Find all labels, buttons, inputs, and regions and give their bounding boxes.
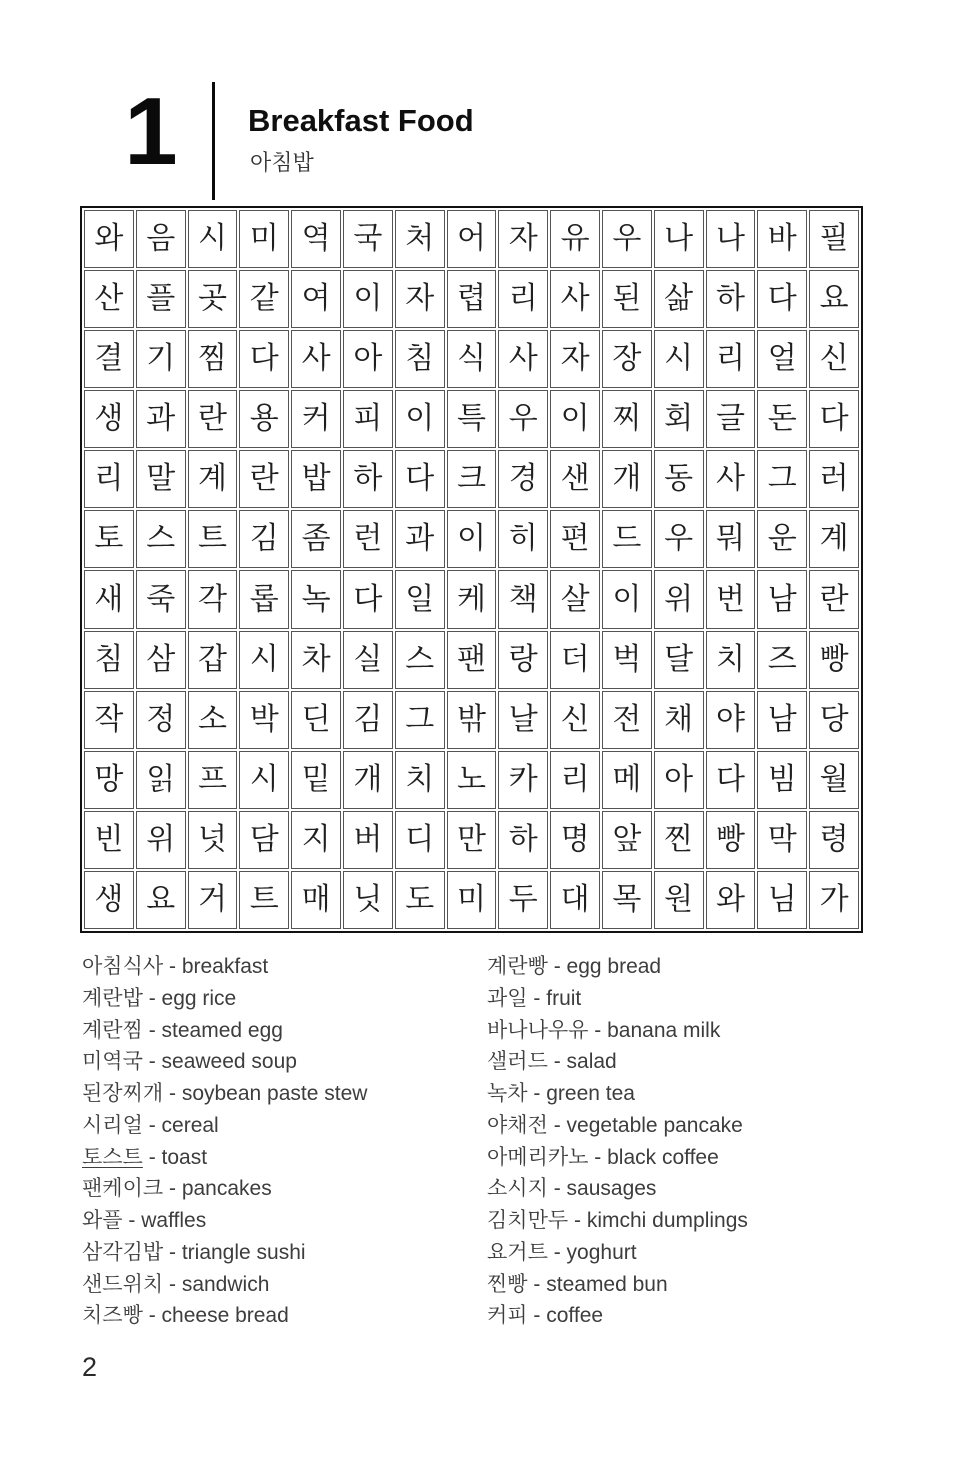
english-translation: steamed bun (546, 1272, 668, 1296)
grid-cell: 밖 (447, 691, 497, 749)
grid-cell: 카 (498, 751, 548, 809)
english-translation: breakfast (181, 955, 269, 978)
page-subtitle-korean: 아침밥 (250, 150, 314, 175)
grid-cell: 편 (550, 510, 600, 568)
korean-word: 바나나우유 (487, 1018, 589, 1042)
separator-dash: - (163, 1082, 182, 1105)
separator-dash: - (163, 1272, 182, 1296)
grid-cell: 산 (84, 270, 134, 328)
grid-cell: 그 (395, 691, 445, 749)
grid-cell: 트 (239, 871, 289, 929)
chapter-number: 1 (124, 78, 176, 185)
word-list-entry (82, 983, 482, 1015)
grid-cell: 망 (84, 751, 134, 809)
grid-cell: 다 (706, 751, 756, 809)
grid-cell: 와 (84, 210, 134, 268)
grid-cell: 렵 (447, 270, 497, 328)
korean-word: 샌드위치 (82, 1272, 164, 1296)
word-list-entry (487, 1110, 907, 1142)
separator-dash: - (163, 1177, 182, 1201)
word-list-left (82, 951, 482, 1332)
grid-cell: 하 (706, 270, 756, 328)
grid-cell: 시 (239, 751, 289, 809)
english-translation: coffee (546, 1304, 604, 1328)
korean-word: 아침식사 (82, 955, 164, 978)
grid-cell: 지 (291, 811, 341, 869)
grid-cell: 계 (188, 450, 238, 508)
separator-dash: - (142, 1304, 162, 1328)
grid-cell: 리 (706, 330, 756, 388)
grid-row (84, 270, 859, 328)
grid-row (84, 510, 859, 568)
grid-cell: 밥 (291, 450, 341, 508)
grid-cell: 자 (550, 330, 600, 388)
grid-cell: 신 (550, 691, 600, 749)
grid-cell: 닛 (343, 871, 393, 929)
word-list-entry (487, 1237, 907, 1269)
grid-cell: 우 (602, 210, 652, 268)
grid-cell: 란 (809, 570, 859, 628)
grid-cell: 신 (809, 330, 859, 388)
grid-cell: 자 (498, 210, 548, 268)
grid-cell: 나 (654, 210, 704, 268)
grid-cell: 거 (188, 871, 238, 929)
grid-cell: 날 (498, 691, 548, 749)
korean-word: 삼각김밥 (82, 1240, 164, 1264)
grid-row (84, 751, 859, 809)
grid-cell: 히 (498, 510, 548, 568)
english-translation: seaweed soup (161, 1050, 297, 1074)
grid-cell: 빵 (706, 811, 756, 869)
word-list-entry (487, 1078, 907, 1110)
word-list-entry (487, 1046, 907, 1078)
word-list-entry (82, 1110, 482, 1142)
grid-cell: 경 (498, 450, 548, 508)
grid-cell: 삶 (654, 270, 704, 328)
word-list-entry (82, 1046, 482, 1078)
grid-cell: 삼 (136, 631, 186, 689)
grid-cell: 월 (809, 751, 859, 809)
word-list-entry (82, 1205, 482, 1237)
grid-cell: 동 (654, 450, 704, 508)
grid-cell: 바 (757, 210, 807, 268)
grid-cell: 만 (447, 811, 497, 869)
grid-cell: 침 (395, 330, 445, 388)
grid-cell: 위 (654, 570, 704, 628)
grid-cell: 차 (291, 631, 341, 689)
grid-cell: 남 (757, 691, 807, 749)
grid-cell: 다 (343, 570, 393, 628)
grid-cell: 크 (447, 450, 497, 508)
grid-cell: 필 (809, 210, 859, 268)
english-translation: yoghurt (566, 1240, 637, 1264)
grid-cell: 어 (447, 210, 497, 268)
grid-cell: 담 (239, 811, 289, 869)
grid-cell: 유 (550, 210, 600, 268)
grid-cell: 사 (498, 330, 548, 388)
english-translation: steamed egg (161, 1018, 283, 1042)
grid-cell: 장 (602, 330, 652, 388)
grid-cell: 당 (809, 691, 859, 749)
grid-cell: 남 (757, 570, 807, 628)
english-translation: soybean paste stew (181, 1082, 368, 1105)
grid-cell: 기 (136, 330, 186, 388)
grid-cell: 나 (706, 210, 756, 268)
grid-cell: 미 (447, 871, 497, 929)
grid-cell: 이 (550, 390, 600, 448)
korean-word: 치즈빵 (82, 1304, 143, 1328)
grid-cell: 리 (84, 450, 134, 508)
grid-cell: 과 (395, 510, 445, 568)
separator-dash: - (163, 955, 182, 978)
grid-cell: 아 (343, 330, 393, 388)
korean-word: 시리얼 (82, 1113, 143, 1137)
grid-cell: 다 (757, 270, 807, 328)
word-list-entry (487, 1142, 907, 1174)
grid-cell: 역 (291, 210, 341, 268)
grid-cell: 뭐 (706, 510, 756, 568)
grid-cell: 벅 (602, 631, 652, 689)
grid-cell: 그 (757, 450, 807, 508)
grid-cell: 결 (84, 330, 134, 388)
grid-cell: 치 (395, 751, 445, 809)
english-translation: toast (161, 1145, 208, 1169)
korean-word: 샐러드 (487, 1050, 548, 1074)
grid-cell: 개 (343, 751, 393, 809)
separator-dash: - (547, 955, 567, 978)
grid-cell: 생 (84, 390, 134, 448)
grid-cell: 버 (343, 811, 393, 869)
korean-word: 요거트 (487, 1240, 548, 1264)
separator-dash: - (547, 1177, 567, 1201)
grid-cell: 운 (757, 510, 807, 568)
page-title: Breakfast Food (248, 103, 474, 138)
grid-cell: 찌 (602, 390, 652, 448)
grid-cell: 리 (498, 270, 548, 328)
grid-cell: 다 (395, 450, 445, 508)
korean-word: 와플 (82, 1209, 123, 1232)
grid-cell: 이 (343, 270, 393, 328)
grid-cell: 자 (395, 270, 445, 328)
separator-dash: - (142, 1050, 162, 1074)
grid-cell: 각 (188, 570, 238, 628)
grid-cell: 빵 (809, 631, 859, 689)
grid-cell: 란 (239, 450, 289, 508)
grid-cell: 딘 (291, 691, 341, 749)
grid-cell: 와 (706, 871, 756, 929)
english-translation: sandwich (181, 1272, 270, 1296)
grid-cell: 좀 (291, 510, 341, 568)
separator-dash: - (163, 1240, 182, 1264)
grid-row (84, 330, 859, 388)
grid-cell: 미 (239, 210, 289, 268)
grid-cell: 글 (706, 390, 756, 448)
word-list-entry (82, 1269, 482, 1301)
english-translation: cheese bread (161, 1304, 289, 1328)
word-list-entry (82, 951, 482, 983)
korean-word: 김치만두 (487, 1209, 569, 1232)
grid-cell: 하 (343, 450, 393, 508)
grid-cell: 곳 (188, 270, 238, 328)
grid-cell: 녹 (291, 570, 341, 628)
grid-cell: 김 (239, 510, 289, 568)
grid-cell: 령 (809, 811, 859, 869)
grid-cell: 채 (654, 691, 704, 749)
grid-cell: 팬 (447, 631, 497, 689)
word-list-entry (82, 1237, 482, 1269)
grid-cell: 드 (602, 510, 652, 568)
grid-cell: 달 (654, 631, 704, 689)
korean-word: 계란밥 (82, 986, 143, 1010)
grid-cell: 도 (395, 871, 445, 929)
grid-cell: 가 (809, 871, 859, 929)
grid-cell: 읽 (136, 751, 186, 809)
separator-dash: - (547, 1113, 567, 1137)
grid-row (84, 390, 859, 448)
grid-cell: 넛 (188, 811, 238, 869)
grid-cell: 박 (239, 691, 289, 749)
grid-cell: 전 (602, 691, 652, 749)
grid-cell: 리 (550, 751, 600, 809)
grid-cell: 정 (136, 691, 186, 749)
grid-cell: 살 (550, 570, 600, 628)
grid-cell: 디 (395, 811, 445, 869)
grid-cell: 위 (136, 811, 186, 869)
grid-cell: 밑 (291, 751, 341, 809)
grid-cell: 스 (136, 510, 186, 568)
grid-cell: 국 (343, 210, 393, 268)
english-translation: triangle sushi (181, 1240, 306, 1264)
separator-dash: - (527, 986, 547, 1010)
page-number: 2 (82, 1352, 98, 1382)
grid-cell: 막 (757, 811, 807, 869)
grid-cell: 과 (136, 390, 186, 448)
grid-row (84, 811, 859, 869)
korean-word: 토스트 (82, 1145, 143, 1169)
grid-cell: 플 (136, 270, 186, 328)
grid-cell: 아 (654, 751, 704, 809)
grid-cell: 얼 (757, 330, 807, 388)
header-divider (212, 82, 215, 200)
korean-word: 과일 (487, 986, 528, 1010)
separator-dash: - (142, 1145, 162, 1169)
grid-cell: 러 (809, 450, 859, 508)
grid-row (84, 570, 859, 628)
grid-row (84, 210, 859, 268)
grid-cell: 여 (291, 270, 341, 328)
grid-cell: 번 (706, 570, 756, 628)
grid-cell: 말 (136, 450, 186, 508)
grid-cell: 같 (239, 270, 289, 328)
grid-cell: 다 (809, 390, 859, 448)
grid-cell: 사 (706, 450, 756, 508)
separator-dash: - (547, 1050, 567, 1074)
korean-word: 커피 (487, 1304, 528, 1328)
separator-dash: - (142, 1113, 162, 1137)
grid-cell: 노 (447, 751, 497, 809)
word-list-entry (487, 983, 907, 1015)
english-translation: pancakes (181, 1177, 272, 1201)
grid-cell: 찜 (188, 330, 238, 388)
korean-word: 야채전 (487, 1113, 548, 1137)
grid-cell: 즈 (757, 631, 807, 689)
grid-cell: 치 (706, 631, 756, 689)
grid-cell: 런 (343, 510, 393, 568)
grid-cell: 커 (291, 390, 341, 448)
separator-dash: - (122, 1209, 142, 1232)
grid-cell: 야 (706, 691, 756, 749)
grid-row (84, 691, 859, 749)
grid-cell: 책 (498, 570, 548, 628)
grid-cell: 다 (239, 330, 289, 388)
separator-dash: - (142, 1018, 162, 1042)
grid-cell: 요 (136, 871, 186, 929)
separator-dash: - (588, 1018, 608, 1042)
grid-cell: 시 (654, 330, 704, 388)
grid-cell: 란 (188, 390, 238, 448)
grid-cell: 죽 (136, 570, 186, 628)
grid-cell: 음 (136, 210, 186, 268)
grid-cell: 빔 (757, 751, 807, 809)
grid-cell: 용 (239, 390, 289, 448)
english-translation: cereal (161, 1113, 219, 1137)
word-list-entry (82, 1300, 482, 1332)
grid-cell: 돈 (757, 390, 807, 448)
word-list-right (487, 951, 907, 1332)
grid-cell: 앞 (602, 811, 652, 869)
grid-cell: 이 (602, 570, 652, 628)
separator-dash: - (568, 1209, 587, 1232)
grid-cell: 김 (343, 691, 393, 749)
grid-cell: 목 (602, 871, 652, 929)
word-search-grid (80, 206, 863, 933)
english-translation: vegetable pancake (566, 1113, 743, 1137)
word-list-entry (487, 1300, 907, 1332)
grid-cell: 랑 (498, 631, 548, 689)
english-translation: fruit (546, 986, 582, 1010)
grid-cell: 우 (498, 390, 548, 448)
grid-cell: 갑 (188, 631, 238, 689)
word-list-entry (487, 951, 907, 983)
word-list-entry (82, 1142, 482, 1174)
korean-word: 계란찜 (82, 1018, 143, 1042)
grid-cell: 빈 (84, 811, 134, 869)
korean-word: 팬케이크 (82, 1177, 164, 1201)
english-translation: black coffee (607, 1145, 719, 1169)
korean-word: 소시지 (487, 1177, 548, 1201)
grid-cell: 메 (602, 751, 652, 809)
word-list-entry (82, 1173, 482, 1205)
korean-word: 미역국 (82, 1050, 143, 1074)
word-list-entry (82, 1078, 482, 1110)
english-translation: egg rice (161, 986, 237, 1010)
word-list-entry (487, 1269, 907, 1301)
grid-cell: 특 (447, 390, 497, 448)
grid-row (84, 631, 859, 689)
grid-cell: 두 (498, 871, 548, 929)
grid-cell: 새 (84, 570, 134, 628)
english-translation: salad (566, 1050, 617, 1074)
word-list-entry (82, 1015, 482, 1047)
korean-word: 된장찌개 (82, 1082, 164, 1105)
korean-word: 녹차 (487, 1082, 528, 1105)
grid-cell: 케 (447, 570, 497, 628)
grid-cell: 토 (84, 510, 134, 568)
english-translation: kimchi dumplings (586, 1209, 748, 1232)
grid-row (84, 450, 859, 508)
separator-dash: - (547, 1240, 567, 1264)
grid-cell: 생 (84, 871, 134, 929)
grid-cell: 침 (84, 631, 134, 689)
grid-cell: 스 (395, 631, 445, 689)
korean-word: 계란빵 (487, 955, 548, 978)
english-translation: sausages (566, 1177, 657, 1201)
grid-cell: 대 (550, 871, 600, 929)
separator-dash: - (142, 986, 162, 1010)
english-translation: waffles (141, 1209, 207, 1232)
grid-cell: 시 (239, 631, 289, 689)
grid-cell: 시 (188, 210, 238, 268)
grid-cell: 샌 (550, 450, 600, 508)
word-list-entry (487, 1205, 907, 1237)
grid-cell: 프 (188, 751, 238, 809)
grid-cell: 원 (654, 871, 704, 929)
word-list-entry (487, 1173, 907, 1205)
grid-cell: 이 (395, 390, 445, 448)
grid-cell: 사 (291, 330, 341, 388)
grid-cell: 회 (654, 390, 704, 448)
grid-cell: 일 (395, 570, 445, 628)
grid-cell: 식 (447, 330, 497, 388)
grid-cell: 처 (395, 210, 445, 268)
korean-word: 찐빵 (487, 1272, 528, 1296)
korean-word: 아메리카노 (487, 1145, 589, 1169)
grid-cell: 작 (84, 691, 134, 749)
grid-cell: 이 (447, 510, 497, 568)
grid-cell: 소 (188, 691, 238, 749)
grid-row (84, 871, 859, 929)
grid-cell: 계 (809, 510, 859, 568)
separator-dash: - (527, 1082, 547, 1105)
separator-dash: - (588, 1145, 608, 1169)
grid-cell: 실 (343, 631, 393, 689)
grid-cell: 롭 (239, 570, 289, 628)
grid-cell: 매 (291, 871, 341, 929)
separator-dash: - (527, 1304, 547, 1328)
grid-cell: 트 (188, 510, 238, 568)
grid-cell: 된 (602, 270, 652, 328)
grid-cell: 하 (498, 811, 548, 869)
grid-cell: 요 (809, 270, 859, 328)
word-list-entry (487, 1015, 907, 1047)
grid-cell: 찐 (654, 811, 704, 869)
grid-cell: 피 (343, 390, 393, 448)
separator-dash: - (527, 1272, 547, 1296)
english-translation: egg bread (566, 955, 662, 978)
grid-cell: 우 (654, 510, 704, 568)
grid-cell: 개 (602, 450, 652, 508)
grid-cell: 사 (550, 270, 600, 328)
grid-cell: 더 (550, 631, 600, 689)
english-translation: banana milk (607, 1018, 721, 1042)
english-translation: green tea (546, 1082, 635, 1105)
grid-cell: 명 (550, 811, 600, 869)
grid-cell: 님 (757, 871, 807, 929)
